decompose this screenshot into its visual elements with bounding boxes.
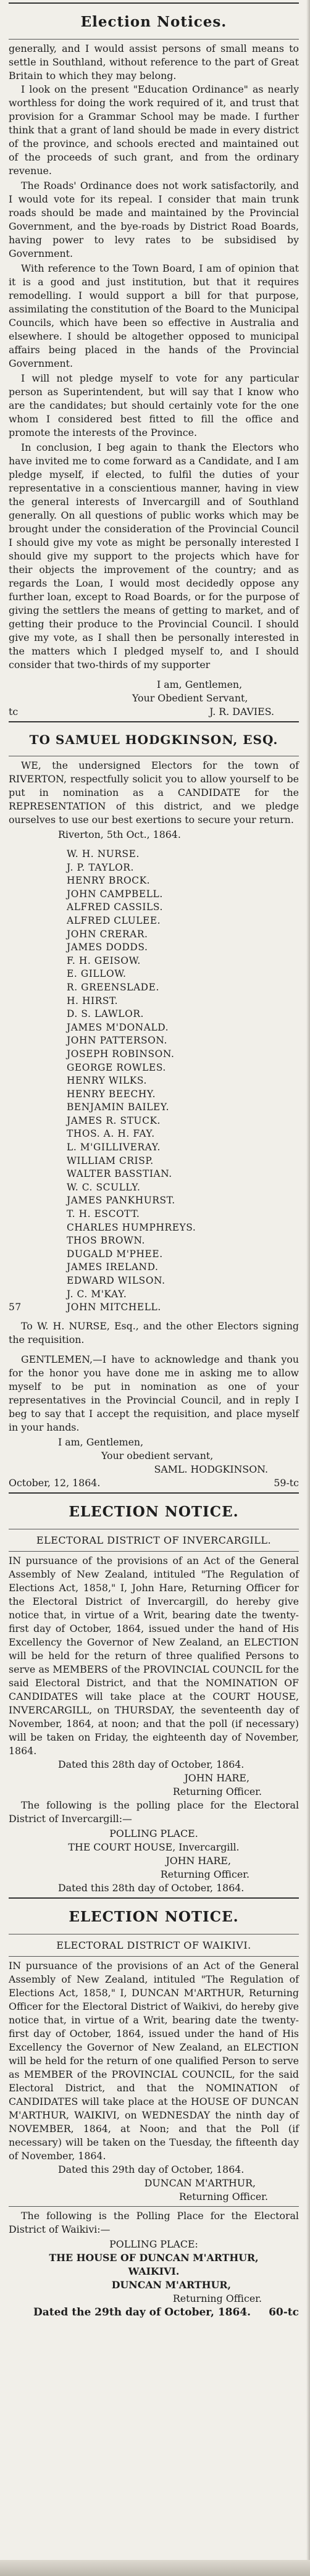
election-notices-heading: Election Notices.	[80, 14, 227, 30]
list-item: ALFRED CLULEE.	[67, 914, 161, 926]
invercargill-subheading: ELECTORAL DISTRICT OF INVERCARGILL.	[36, 1534, 272, 1546]
invercargill-polling-intro: The following is the polling place for the Electoral District of Invercargill:—	[9, 1799, 299, 1825]
signature: J. R. DAVIES.	[209, 706, 274, 717]
list-item: HENRY BEECHY.	[67, 1088, 156, 1100]
list-item: WILLIAM CRISP.	[67, 1155, 154, 1166]
list-item: E. GILLOW.	[67, 968, 127, 980]
waikivi-officer: DUNCAN M'ARTHUR,	[144, 2177, 256, 2189]
reply-text: GENTLEMEN,—I have to acknowledge and thank you for the honor you have done me in asking me to allow myself to be put in nomination as one of your representatives in the Provincial Council, and in reply I beg to say that I accept the requisition, and place myself in your hands.	[9, 1353, 299, 1433]
closing-line: I am, Gentlemen,	[157, 679, 243, 690]
reply-addressee: To W. H. NURSE, Esq., and the other Electors signing the requisition.	[9, 1319, 299, 1345]
waikivi-notice-body: IN pursuance of the provisions of an Act of the General Assembly of New Zealand, intituled "The Regulation of Elections Act, 1858," I, DUNCAN M'ARTHUR, Returning Officer for the Electoral District of Waikivi, do hereby give notice that, in virtue of a Writ, bearing date the twenty-first day of October, 1864, issued under the hand of His Excellency the Governor of New Zealand, an ELECTION will be held for the return of one qualified Person to serve as MEMBER of the PROVINCIAL COUNCIL, for the said Electoral District, and that the NOMINATION of CANDIDATES will take place at the HOUSE OF DUNCAN M'ARTHUR, WAIKIVI, on WEDNESDAY the ninth day of NOVEMBER, 1864, at Noon; and that the Poll (if necessary) will be taken on the Tuesday, the fifteenth day of November, 1864.	[9, 1959, 299, 2162]
scan-bottom-edge	[0, 2560, 310, 2576]
list-item: T. H. ESCOTT.	[67, 1208, 140, 1220]
list-item: THOS. A. H. FAY.	[67, 1128, 155, 1140]
paragraph-2: I look on the present "Education Ordinance" as nearly worthless for doing the work required of it, and trust that provision for a Grammar School may be made. I further think that a grant of land should be made in every district of the province, and schools erected and maintained out of the proceeds of such grant, and from the ordinary revenue.	[9, 83, 299, 177]
page-column	[9, 0, 299, 2319]
section-rule-2	[9, 1492, 299, 1494]
invercargill-polling-place: THE COURT HOUSE, Invercargill.	[68, 1841, 240, 1853]
list-item: THOS BROWN.	[67, 1235, 146, 1247]
list-item: JAMES DODDS.	[67, 942, 148, 953]
subheading-rule-4	[9, 1956, 299, 1957]
invercargill-officer: JOHN HARE,	[184, 1771, 249, 1784]
list-item: W. H. NURSE.	[67, 848, 140, 859]
waikivi-officer-2-title: Returning Officer.	[172, 2292, 262, 2304]
list-item: JOHN PATTERSON.	[67, 1035, 167, 1047]
invercargill-notice-body: IN pursuance of the provisions of an Act of the General Assembly of New Zealand, intituled "The Regulation of Elections Act, 1858," I, John Hare, Returning Officer for the Electoral District of Invercargill, do hereby give notice that, in virtue of a Writ, bearing date the twenty-first day of October, 1864, issued under the hand of His Excellency the Governor of New Zealand, an ELECTION will be held for the return of three qualified Persons to serve as MEMBERS of the PROVINCIAL COUNCIL for the said Electoral District, and that the NOMINATION OF CANDIDATES will take place at the COURT HOUSE, INVERCARGILL, on THURSDAY, the seventeenth day of November, 1864, at noon; and that the poll (if necessary) will be taken on Friday, the eighteenth day of November, 1864.	[9, 1554, 299, 1757]
signatory-list	[9, 848, 299, 1315]
scan-edge-shadow	[306, 0, 310, 2576]
ad-code: tc	[9, 706, 19, 717]
paragraph-1: generally, and I would assist persons of small means to settle in Southland, without reference to the part of Great Britain to which they may belong.	[9, 43, 299, 82]
waikivi-dated: Dated this 29th day of October, 1864.	[58, 2163, 245, 2175]
list-item: H. HIRST.	[67, 995, 119, 1006]
waikivi-ref: 60-tc	[269, 2306, 299, 2319]
closing-line-2: Your Obedient Servant,	[132, 692, 248, 704]
list-item: JOHN MITCHELL.	[67, 1302, 161, 1313]
paragraph-3: The Roads' Ordinance does not work satisfactorily, and I would vote for its repeal. I consider that main trunk roads should be made and maintained by the Provincial Government, and the bye-roads by District Road Boards, having power to levy rates to be subsidised by Government.	[9, 180, 299, 259]
paragraph-4: With reference to the Town Board, I am of opinion that it is a good and just institution, but that it requires remodelling. I would support a bill for that purpose, assimilating the constitution of the Board to the Municipal Councils, which have been so effective in Australia and elsewhere. I should be altogether opposed to municipal affairs being placed in the hands of the Provincial Government.	[9, 262, 299, 369]
hodgkinson-heading: TO SAMUEL HODGKINSON, ESQ.	[29, 732, 279, 747]
list-code: 57	[9, 1302, 22, 1313]
section-rule-1	[9, 721, 299, 722]
invercargill-officer-2: JOHN HARE,	[165, 1854, 231, 1867]
waikivi-dated-line	[9, 2306, 299, 2319]
signature-line	[9, 705, 299, 719]
heading-rule	[9, 39, 299, 40]
requisition-intro: WE, the undersigned Electors for the town of RIVERTON, respectfully solicit you to allow yourself to be put in nomination as a CANDIDATE for the REPRESENTATION of this district, and we pledge ourselves to use our best exertions to secure your return.	[9, 759, 299, 826]
list-item: BENJAMIN BAILEY.	[67, 1102, 170, 1113]
list-item: EDWARD WILSON.	[67, 1275, 165, 1286]
list-item: W. C. SCULLY.	[67, 1181, 141, 1193]
list-item: JOHN CAMPBELL.	[67, 888, 163, 900]
list-item: CHARLES HUMPHREYS.	[67, 1221, 196, 1233]
subheading-rule-3	[9, 1551, 299, 1552]
list-item: HENRY WILKS.	[67, 1075, 147, 1087]
waikivi-polling-place: THE HOUSE OF DUNCAN M'ARTHUR,	[49, 2251, 259, 2264]
list-item: J. C. M'KAY.	[67, 1288, 127, 1300]
waikivi-polling-label: POLLING PLACE:	[109, 2238, 198, 2250]
list-item: L. M'GILLIVERAY.	[67, 1142, 161, 1153]
list-item: GEORGE ROWLES.	[67, 1061, 166, 1073]
list-item: DUGALD M'PHEE.	[67, 1248, 163, 1260]
invercargill-officer-2-title: Returning Officer.	[160, 1868, 249, 1880]
reply-ref: 59-tc	[274, 1476, 299, 1489]
list-item: WALTER BASSTIAN.	[67, 1168, 172, 1180]
waikivi-polling-place-2: WAIKIVI.	[128, 2265, 180, 2277]
list-item: J. P. TAYLOR.	[67, 861, 134, 873]
top-rule	[9, 2, 299, 4]
invercargill-officer-title: Returning Officer.	[172, 1785, 262, 1797]
election-notice-heading-2: ELECTION NOTICE.	[69, 1908, 239, 1925]
reply-signature: SAML. HODGKINSON.	[154, 1463, 268, 1475]
reply-date-line	[9, 1476, 299, 1490]
list-item: R. GREENSLADE.	[67, 981, 159, 993]
invercargill-polling-label: POLLING PLACE.	[109, 1827, 198, 1839]
section-rule-3	[9, 1897, 299, 1899]
divider-rule	[9, 2206, 299, 2207]
list-item: JAMES IRELAND.	[67, 1261, 159, 1273]
list-item: JOHN CRERAR.	[67, 928, 148, 940]
waikivi-officer-2: DUNCAN M'ARTHUR,	[111, 2278, 231, 2291]
waikivi-polling-intro: The following is the Polling Place for the Electoral District of Waikivi:—	[9, 2209, 299, 2235]
paragraph-6: In conclusion, I beg again to thank the Electors who have invited me to come forward as a Candidate, and I am pledge myself, if elected, to fulfil the duties of your representative in a conscientious manner, having in view the general interests of Invercargill and of Southland generally. On all questions of public works which may be brought under the consideration of the Provincial Council I should give my vote as might be personally interested I should give my support to the projects which have for their objects the improvement of the country; and as regards the Loan, I would most decidedly oppose any further loan, except to Road Boards, or for the purpose of giving the settlers the means of getting to market, and of getting their produce to the Provincial Council. I should give my vote, as I shall then be personally interested in the matters which I pledged myself to, and I should consider that two-thirds of my supporter	[9, 441, 299, 671]
list-item: HENRY BROCK.	[67, 875, 151, 887]
reply-date: October, 12, 1864.	[9, 1476, 101, 1489]
list-item: D. S. LAWLOR.	[67, 1008, 145, 1020]
invercargill-dated-2: Dated this 28th day of October, 1864.	[58, 1881, 245, 1894]
invercargill-dated: Dated this 28th day of October, 1864.	[58, 1758, 245, 1770]
list-item: JAMES PANKHURST.	[67, 1195, 175, 1206]
reply-closing: I am, Gentlemen,	[58, 1436, 144, 1448]
requisition-dateline: Riverton, 5th Oct., 1864.	[58, 829, 181, 840]
reply-closing-2: Your obedient servant,	[101, 1449, 214, 1462]
waikivi-officer-title: Returning Officer.	[178, 2190, 268, 2202]
waikivi-subheading: ELECTORAL DISTRICT OF WAIKIVI.	[56, 1939, 251, 1951]
paragraph-5: I will not pledge myself to vote for any particular person as Superintendent, but will say that I know who are the candidates; but should certainly vote for the one whom I considered best fitted to fill the office and promote the interests of the Province.	[9, 372, 299, 438]
waikivi-dated-2: Dated the 29th day of October, 1864.	[33, 2306, 251, 2319]
list-item: F. H. GEISOW.	[67, 955, 141, 966]
list-item: JOSEPH ROBINSON.	[67, 1048, 175, 1060]
list-item: JAMES M'DONALD.	[67, 1021, 169, 1033]
list-item: JAMES R. STUCK.	[67, 1114, 161, 1126]
election-notice-heading: ELECTION NOTICE.	[69, 1503, 239, 1520]
list-item: ALFRED CASSILS.	[67, 901, 163, 913]
